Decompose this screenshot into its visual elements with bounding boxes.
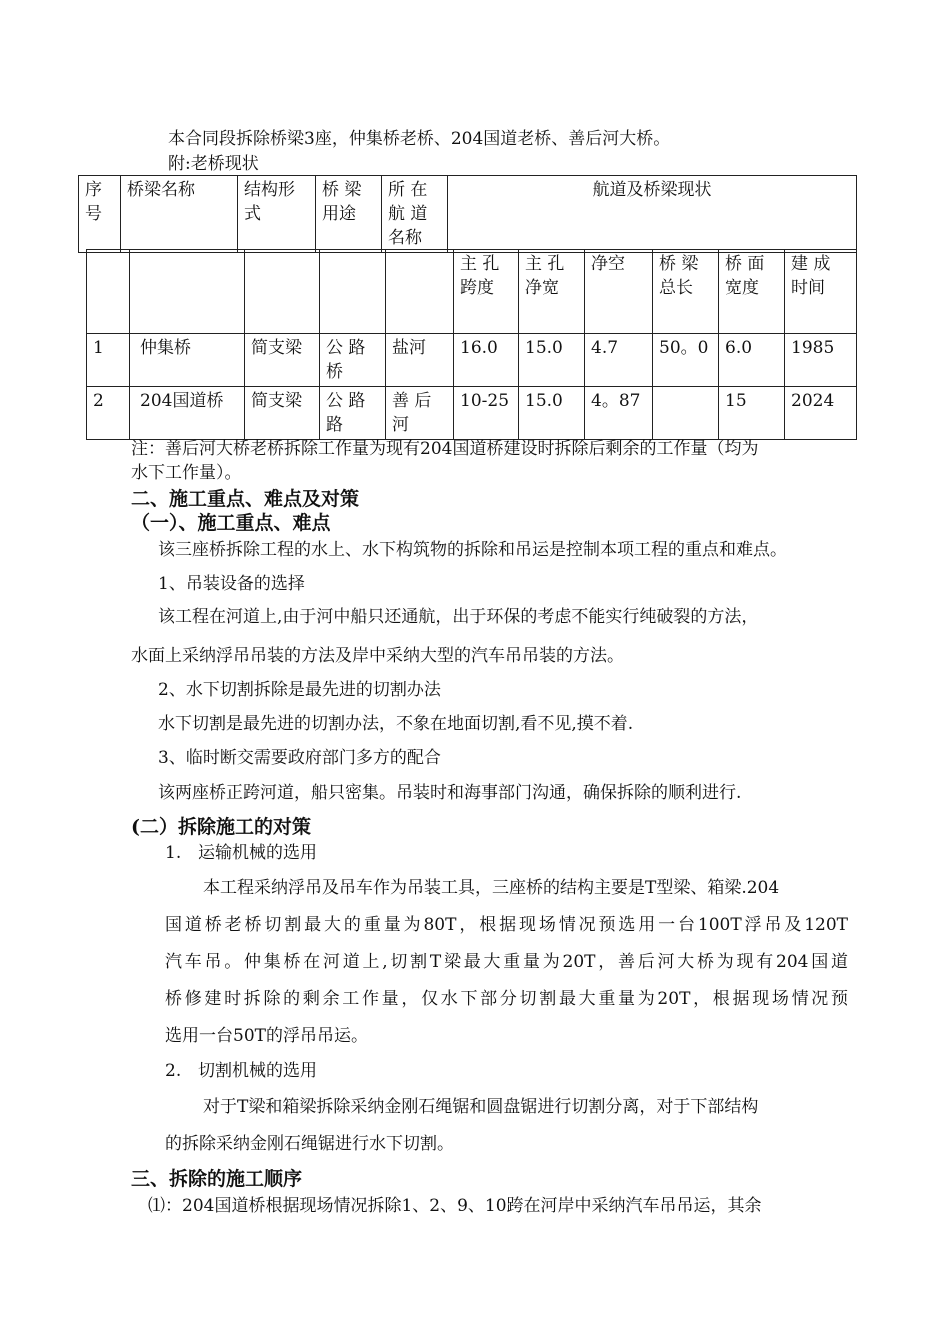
intro-text: 本合同段拆除桥梁3座，仲集桥老桥、204国道老桥、善后河大桥。 (168, 129, 671, 149)
item-lifting-equipment: 1、吊装设备的选择 (158, 574, 305, 594)
col-width: 主 孔 净宽 (519, 250, 585, 334)
col-no: 序 号 (79, 176, 121, 253)
table-note-line1: 注：善后河大桥老桥拆除工作量为现有204国道桥建设时拆除后剩余的工作量（均为 (131, 439, 759, 459)
paragraph-underwater-cutting: 水下切割是最先进的切割办法，不象在地面切割,看不见,摸不着. (158, 714, 634, 734)
col-status: 航道及桥梁现状 (448, 176, 857, 253)
section-heading-2: 二、施工重点、难点及对策 (131, 488, 360, 510)
subitem-2-title: 切割机械的选用 (198, 1061, 317, 1081)
paragraph-transport-line3: 汽车吊。仲集桥在河道上,切割T梁最大重量为20T，善后河大桥为现有204国道 (165, 952, 848, 972)
col-year: 建 成 时间 (785, 250, 857, 334)
table-subheader-row (87, 250, 857, 334)
paragraph-transport-line1: 本工程采纳浮吊及吊车作为吊装工具，三座桥的结构主要是T型梁、箱梁.204 (203, 878, 780, 898)
col-clear: 净空 (585, 250, 653, 334)
subsection-heading-2-1: （一）、施工重点、难点 (131, 512, 331, 534)
col-name: 桥梁名称 (121, 176, 238, 253)
col-deck: 桥 面 宽度 (719, 250, 785, 334)
col-struct: 结构形 式 (238, 176, 316, 253)
paragraph-cutting-line1: 对于T梁和箱梁拆除采纳金刚石绳锯和圆盘锯进行切割分离，对于下部结构 (203, 1097, 759, 1117)
section-heading-3: 三、拆除的施工顺序 (131, 1168, 303, 1190)
col-length: 桥 梁 总长 (653, 250, 719, 334)
paragraph-transport-line4: 桥修建时拆除的剩余工作量，仅水下部分切割最大重量为20T，根据现场情况预 (165, 989, 848, 1009)
attachment-label: 附:老桥现状 (168, 154, 259, 174)
subitem-1-number: 1. (165, 843, 182, 863)
col-span: 主 孔 跨度 (454, 250, 519, 334)
item-underwater-cutting: 2、水下切割拆除是最先进的切割办法 (158, 680, 441, 700)
paragraph-transport-line2: 国道桥老桥切割最大的重量为80T，根据现场情况预选用一台100T浮吊及120T (165, 915, 848, 935)
col-use: 桥 梁 用途 (316, 176, 382, 253)
item-traffic-closure: 3、临时断交需要政府部门多方的配合 (158, 748, 441, 768)
bridge-table-header (78, 175, 857, 253)
paragraph-lifting-line2: 水面上采纳浮吊吊装的方法及岸中采纳大型的汽车吊吊装的方法。 (131, 646, 624, 666)
paragraph-transport-line5: 选用一台50T的浮吊吊运。 (165, 1026, 368, 1046)
table-note-line2: 水下工作量）。 (131, 463, 242, 483)
table-row: 2 204国道桥 简支梁 公 路 路 善 后 河 10-25 15.0 4。87 15 2024 (87, 387, 857, 440)
paragraph-traffic-closure: 该两座桥正跨河道，船只密集。吊装时和海事部门沟通，确保拆除的顺利进行. (158, 783, 742, 803)
paragraph-key-points: 该三座桥拆除工程的水上、水下构筑物的拆除和吊运是控制本项工程的重点和难点。 (158, 540, 787, 560)
paragraph-sequence: ⑴：204国道桥根据现场情况拆除1、2、9、10跨在河岸中采纳汽车吊吊运，其余 (148, 1196, 762, 1216)
col-river: 所 在 航 道 名称 (382, 176, 448, 253)
subitem-1-title: 运输机械的选用 (198, 843, 317, 863)
paragraph-cutting-line2: 的拆除采纳金刚石绳锯进行水下切割。 (165, 1134, 454, 1154)
paragraph-lifting-line1: 该工程在河道上,由于河中船只还通航，出于环保的考虑不能实行纯破裂的方法， (158, 607, 759, 627)
bridge-table-body (86, 249, 857, 440)
subitem-2-number: 2. (165, 1061, 182, 1081)
table-row: 1 仲集桥 简支梁 公 路 桥 盐河 16.0 15.0 4.7 50。0 6.0 1985 (87, 334, 857, 387)
subsection-heading-2-2: (二）拆除施工的对策 (131, 816, 311, 838)
